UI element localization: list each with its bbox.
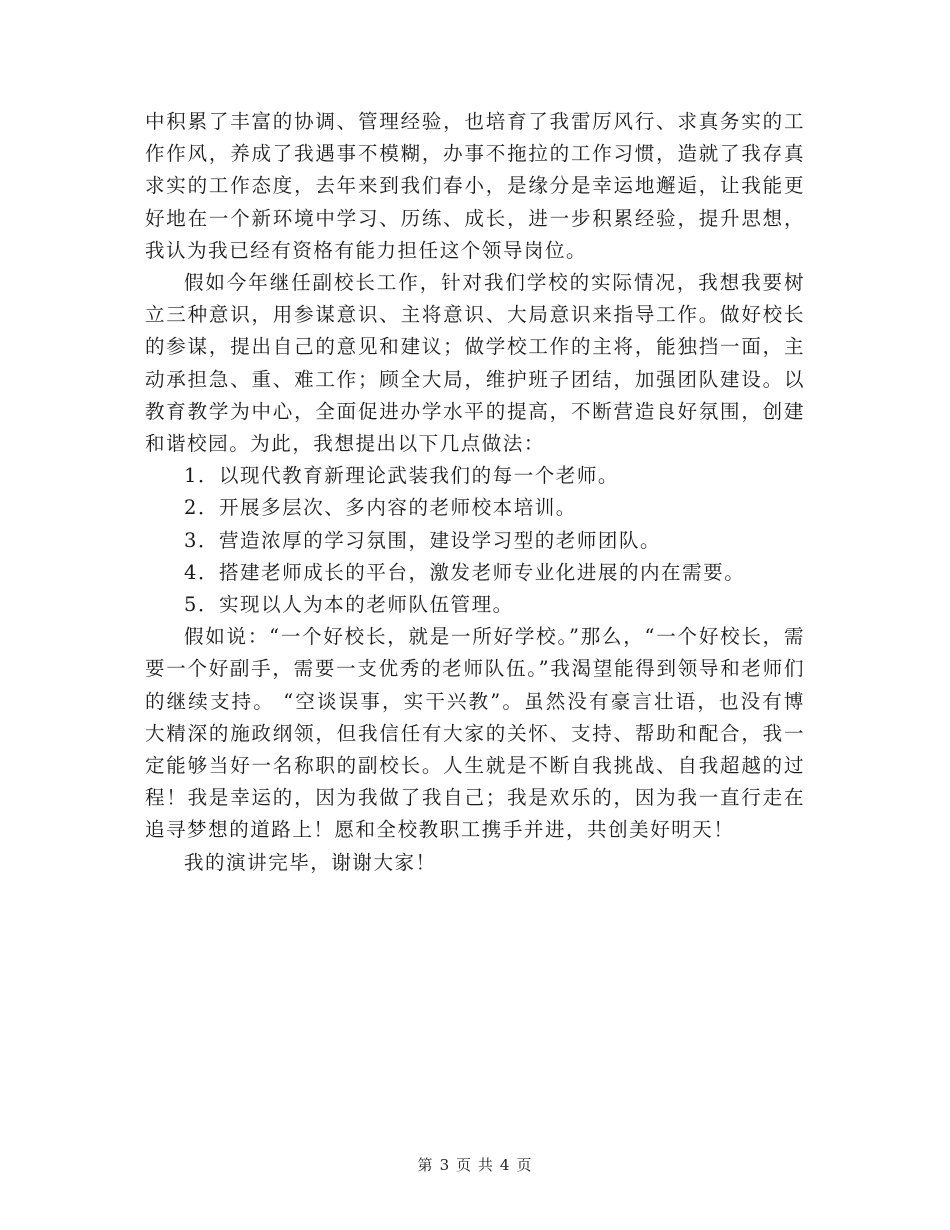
paragraph-vice-principal-plan: 假如今年继任副校长工作，针对我们学校的实际情况，我想我要树立三种意识，用参谋意识、主将意识、大局意识来指导工作。做好校长的参谋，提出自己的意见和建议；做学校工作的主将，能独挡一面，主动承担急、重、难工作；顾全大局，维护班子团结，加强团队建设。以教育教学为中心，全面促进办学水平的提高，不断营造良好氛围，创建和谐校园。为此，我想提出以下几点做法： [145, 271, 805, 456]
footer-current-page: 3 [439, 1156, 451, 1174]
list-item-3: 3．营造浓厚的学习氛围，建设学习型的老师团队。 [184, 528, 662, 552]
page-footer [0, 1154, 950, 1175]
list-item-4: 4．搭建老师成长的平台，激发老师专业化进展的内在需要。 [184, 560, 746, 584]
footer-middle: 页 共 [456, 1156, 494, 1174]
paragraph-closing-appeal: 假如说：“一个好校长，就是一所好学校。”那么，“一个好校长，需要一个好副手，需要一支优秀的老师队伍。”我渴望能得到领导和老师们的继续支持。 “空谈误事，实干兴教”。虽然没有豪言壮语，也没有博大精深的施政纲领，但我信任有大家的关怀、支持、帮助和配合，我一定能够当好一名称职的副校长。人生就是不断自我挑战、自我超越的过程！我是幸运的，因为我做了我自己；我是欢乐的，因为我一直行走在追寻梦想的道路上！愿和全校教职工携手并进，共创美好明天！ [145, 625, 805, 842]
footer-suffix: 页 [516, 1156, 533, 1174]
footer-prefix: 第 [417, 1156, 434, 1174]
paragraph-continued: 中积累了丰富的协调、管理经验，也培育了我雷厉风行、求真务实的工作作风，养成了我遇事不模糊，办事不拖拉的工作习惯，造就了我存真求实的工作态度，去年来到我们春小，是缘分是幸运地邂逅，让我能更好地在一个新环境中学习、历练、成长，进一步积累经验，提升思想，我认为我已经有资格有能力担任这个领导岗位。 [145, 110, 805, 262]
paragraph-thanks: 我的演讲完毕，谢谢大家！ [184, 850, 437, 874]
list-item-5: 5．实现以人为本的老师队伍管理。 [184, 593, 514, 617]
document-body [145, 106, 805, 879]
list-item-1: 1．以现代教育新理论武装我们的每一个老师。 [184, 464, 619, 488]
list-item-2: 2．开展多层次、多内容的老师校本培训。 [184, 496, 577, 520]
footer-total-pages: 4 [499, 1156, 511, 1174]
